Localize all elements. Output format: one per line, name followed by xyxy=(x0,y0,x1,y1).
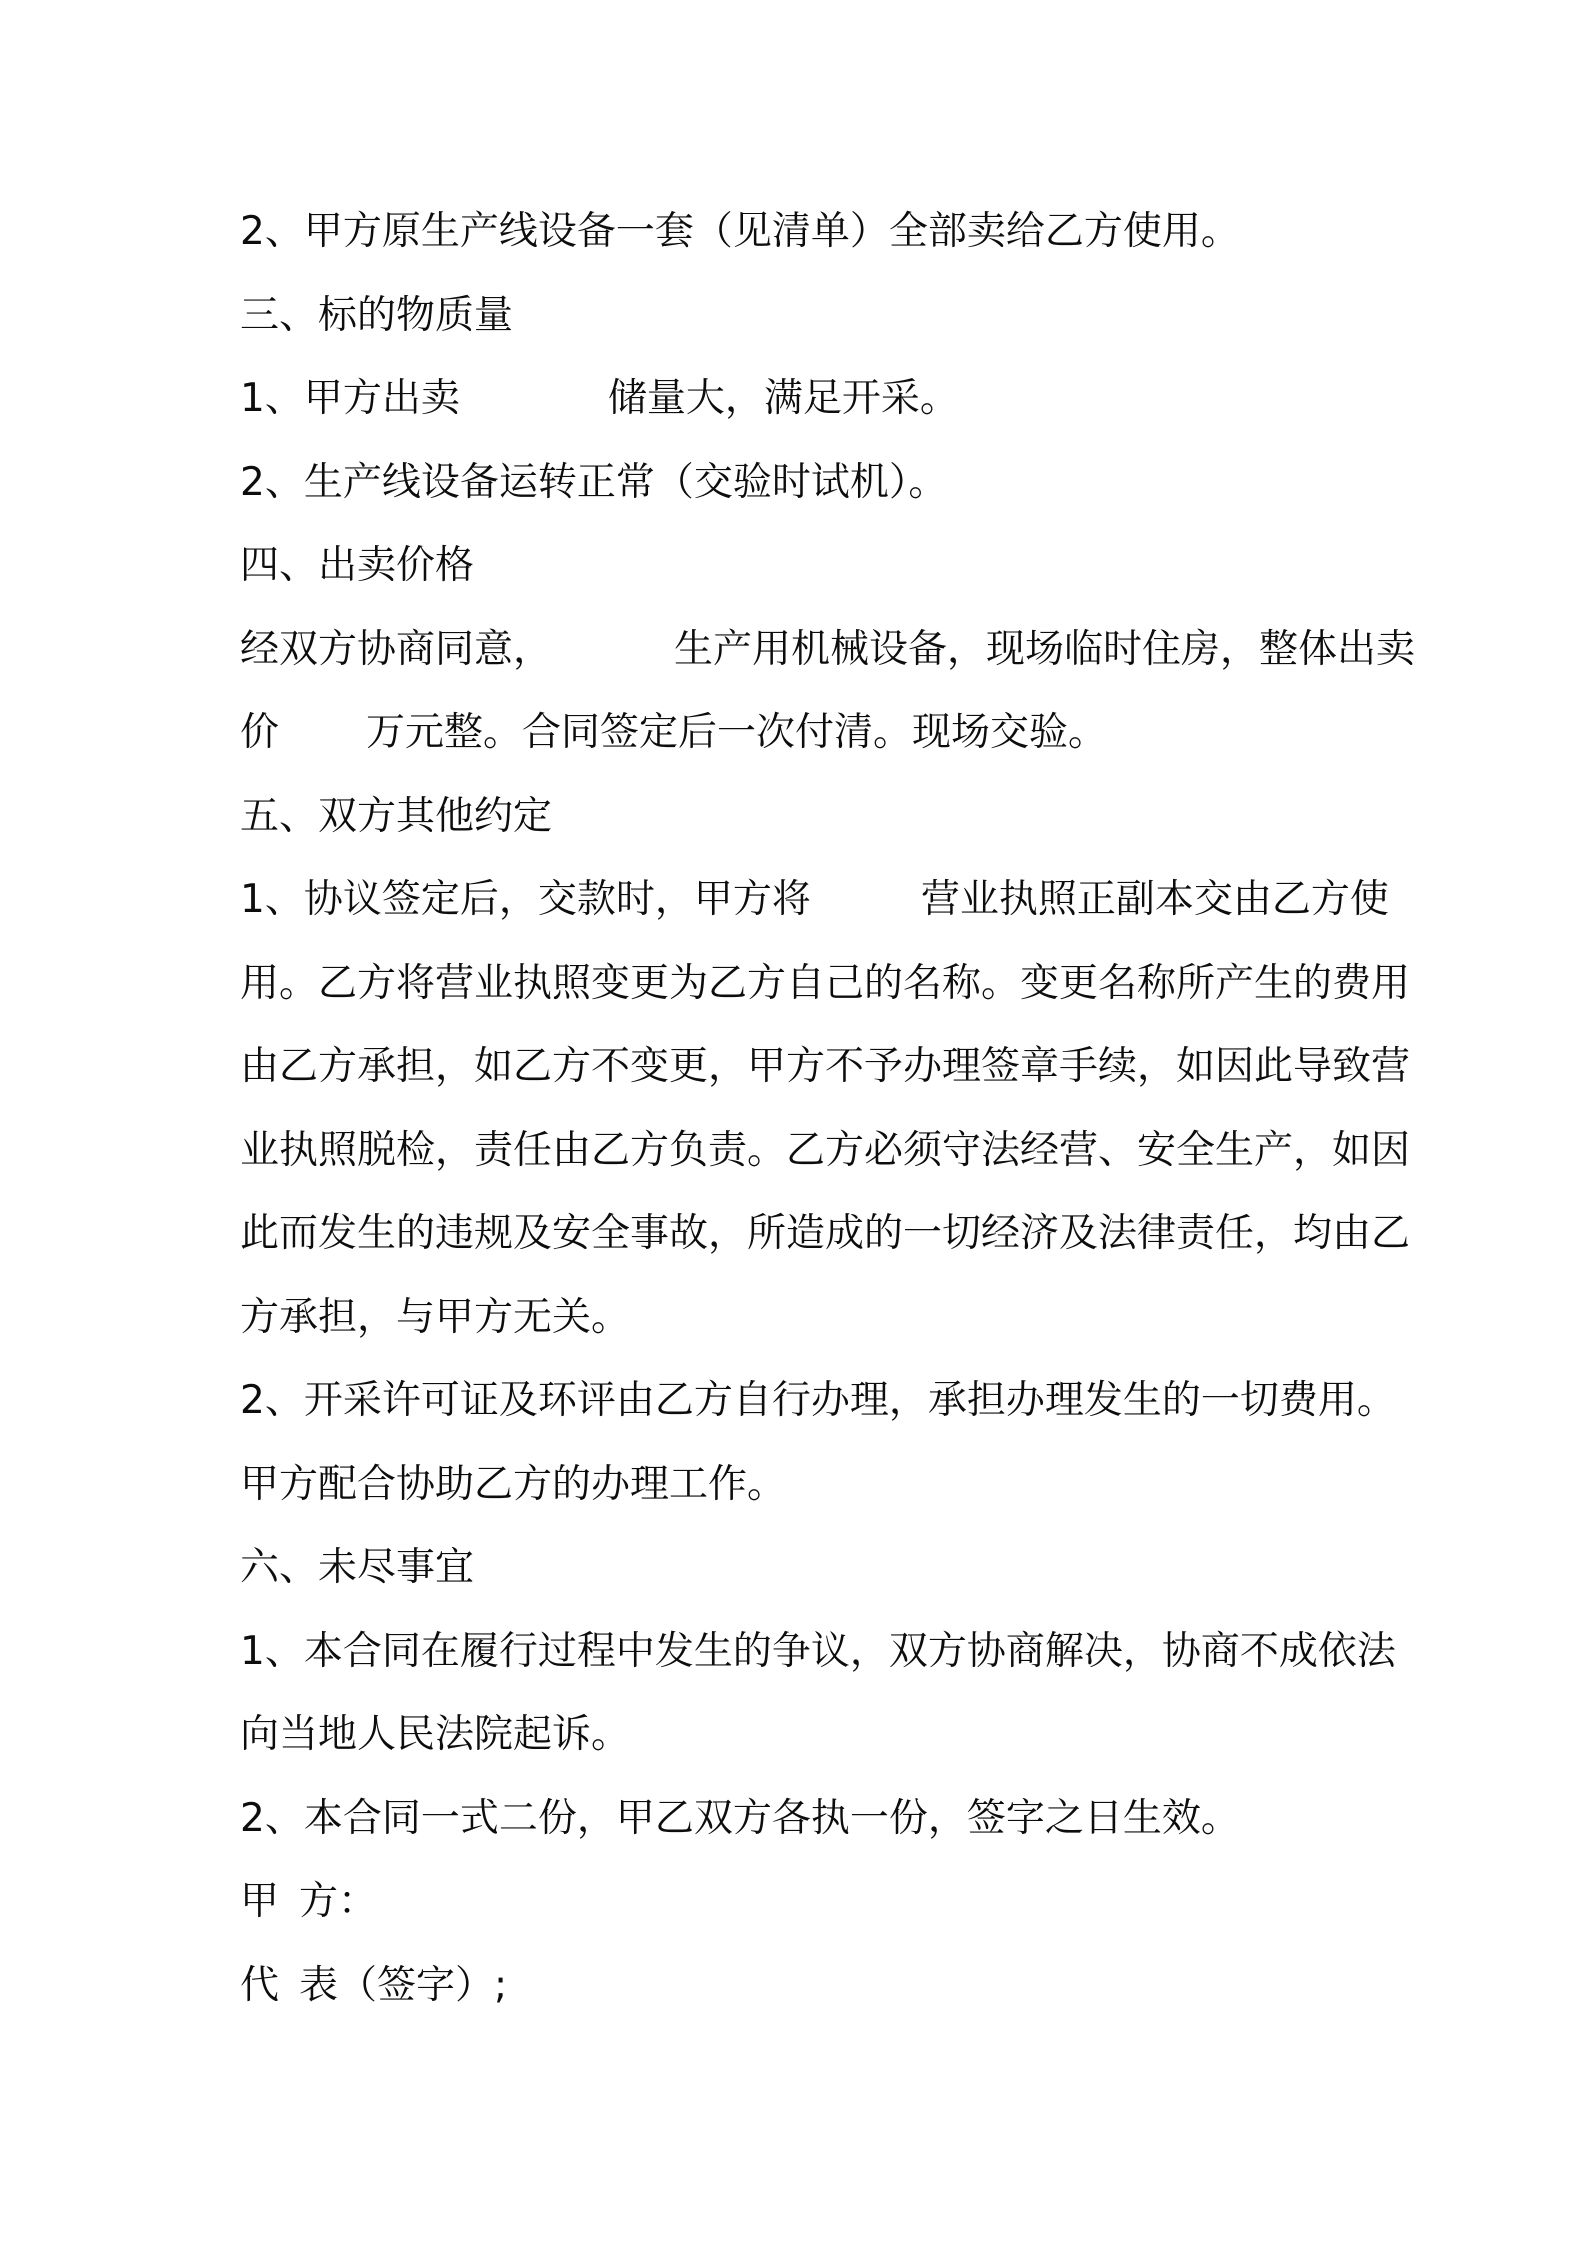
other-clause-1-line-2 xyxy=(240,942,1411,1026)
section-heading-6-misc xyxy=(240,1526,1370,1610)
text-run: 1、协议签定后，交款时，甲方将 xyxy=(240,877,811,922)
text-run: 万元整。合同签定后一次付清。现场交验。 xyxy=(366,710,1108,755)
misc-clause-1-line-1 xyxy=(240,1610,1396,1694)
clause-1-reserves xyxy=(240,357,1370,441)
text-run: 经双方协商同意， xyxy=(240,626,553,672)
text-run: 业执照脱检，责任由乙方负责。乙方必须守法经营、安全生产，如因 xyxy=(240,1127,1411,1173)
text-run: 甲方配合协助乙方的办理工作。 xyxy=(240,1461,787,1507)
text-run: 1、本合同在履行过程中发生的争议，双方协商解决，协商不成依法 xyxy=(240,1628,1396,1674)
contract-body xyxy=(240,190,1416,2027)
misc-clause-2 xyxy=(240,1777,1370,1861)
text-run: 由乙方承担，如乙方不变更，甲方不予办理签章手续，如因此导致营 xyxy=(240,1044,1411,1089)
clause-2-equipment-sale xyxy=(240,190,1370,274)
text-run: 2、本合同一式二份，甲乙双方各执一份，签字之日生效。 xyxy=(240,1795,1240,1841)
section-heading-5-other xyxy=(240,775,1370,859)
party-a-signature-line xyxy=(240,1860,1370,1944)
clause-2-equipment-condition xyxy=(240,441,1370,525)
representative-label-char: 代 xyxy=(240,1962,280,2008)
text-run: 2、甲方原生产线设备一套（见清单）全部卖给乙方使用。 xyxy=(240,209,1240,254)
other-clause-1-line-5 xyxy=(240,1192,1411,1276)
party-a-label-rest: 方： xyxy=(299,1879,378,1924)
other-clause-2-line-1 xyxy=(240,1359,1396,1443)
text-run: 1、甲方出卖 xyxy=(240,376,460,421)
text-run: 储量大，满足开采。 xyxy=(607,376,959,421)
text-run: 方承担，与甲方无关。 xyxy=(240,1294,631,1340)
misc-clause-1-line-2 xyxy=(240,1693,1370,1777)
text-run: 此而发生的违规及安全事故，所造成的一切经济及法律责任，均由乙 xyxy=(240,1211,1411,1256)
text-run: 2、开采许可证及环评由乙方自行办理，承担办理发生的一切费用。 xyxy=(240,1378,1396,1423)
section-heading-3-quality xyxy=(240,274,1370,358)
price-paragraph-line-2 xyxy=(240,691,1370,775)
text-run: 营业执照正副本交由乙方使 xyxy=(920,877,1389,922)
text-run: 五、双方其他约定 xyxy=(240,793,553,839)
other-clause-1-line-4 xyxy=(240,1109,1411,1193)
other-clause-1-line-1 xyxy=(240,858,1389,942)
party-a-label-char: 甲 xyxy=(240,1879,280,1924)
other-clause-1-line-3 xyxy=(240,1025,1411,1109)
representative-signature-line xyxy=(240,1944,1370,2028)
representative-label-rest: 表（签字）; xyxy=(299,1962,508,2008)
other-clause-1-line-6 xyxy=(240,1276,1370,1360)
section-heading-4-price xyxy=(240,524,1370,608)
text-run: 四、出卖价格 xyxy=(240,543,475,588)
text-run: 向当地人民法院起诉。 xyxy=(240,1712,631,1757)
other-clause-2-line-2 xyxy=(240,1443,1370,1527)
price-paragraph-line-1 xyxy=(240,608,1416,692)
text-run: 生产用机械设备，现场临时住房，整体出卖 xyxy=(674,626,1416,672)
text-run: 用。乙方将营业执照变更为乙方自己的名称。变更名称所产生的费用 xyxy=(240,960,1411,1006)
text-run: 2、生产线设备运转正常（交验时试机）。 xyxy=(240,459,948,505)
text-run: 价 xyxy=(240,710,280,755)
text-run: 三、标的物质量 xyxy=(240,292,514,338)
text-run: 六、未尽事宜 xyxy=(240,1545,475,1590)
